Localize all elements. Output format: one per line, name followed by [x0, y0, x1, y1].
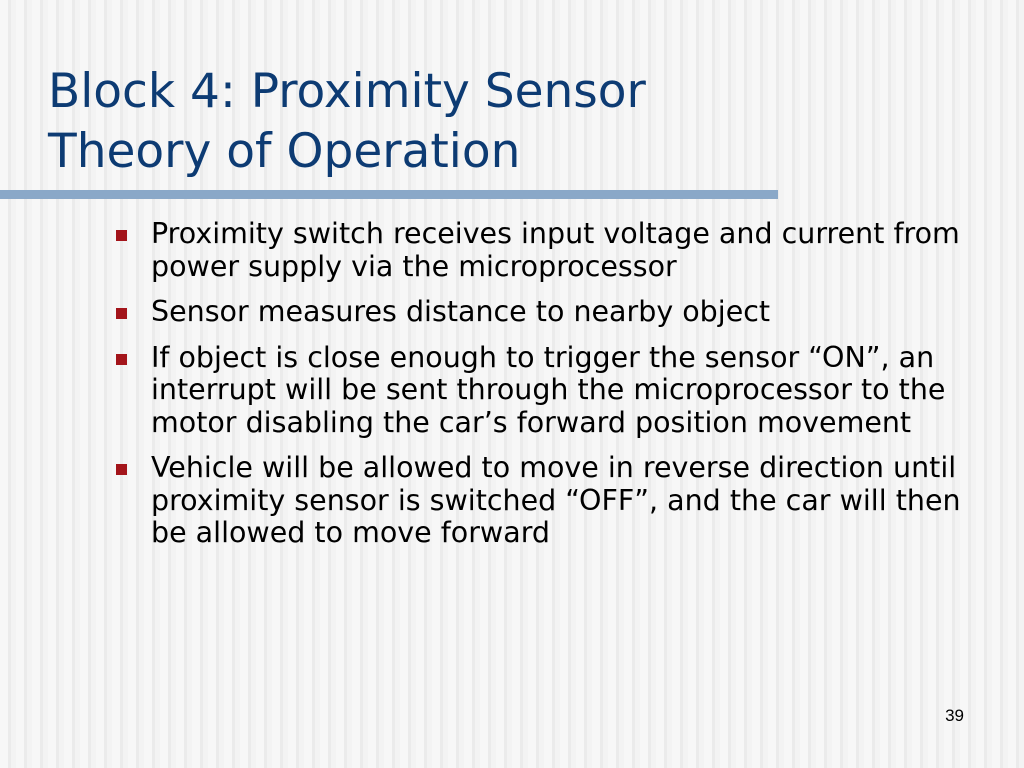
bullet-text: If object is close enough to trigger the sensor “ON”, an interrupt will be sent through the microprocessor to the motor disabling the car’s forward position movement	[151, 340, 946, 439]
square-bullet-icon	[116, 308, 127, 319]
square-bullet-icon	[116, 354, 127, 365]
square-bullet-icon	[116, 230, 127, 241]
title-line-2: Theory of Operation	[48, 124, 521, 179]
bullet-item	[116, 291, 996, 329]
bullet-text: Sensor measures distance to nearby object	[151, 295, 771, 328]
bullet-item	[116, 337, 996, 440]
bullet-item	[116, 447, 996, 550]
bullet-text: Proximity switch receives input voltage and current from power supply via the microprocessor	[151, 217, 960, 283]
bullet-item	[116, 213, 996, 283]
bullet-list	[116, 213, 996, 558]
page-number: 39	[945, 706, 964, 725]
title-line-1: Block 4: Proximity Sensor	[48, 64, 646, 119]
title-divider	[0, 190, 778, 199]
bullet-text: Vehicle will be allowed to move in reverse direction until proximity sensor is switched “OFF”, and the car will then be allowed to move forward	[151, 451, 961, 549]
slide-title	[48, 62, 808, 182]
square-bullet-icon	[116, 464, 127, 475]
